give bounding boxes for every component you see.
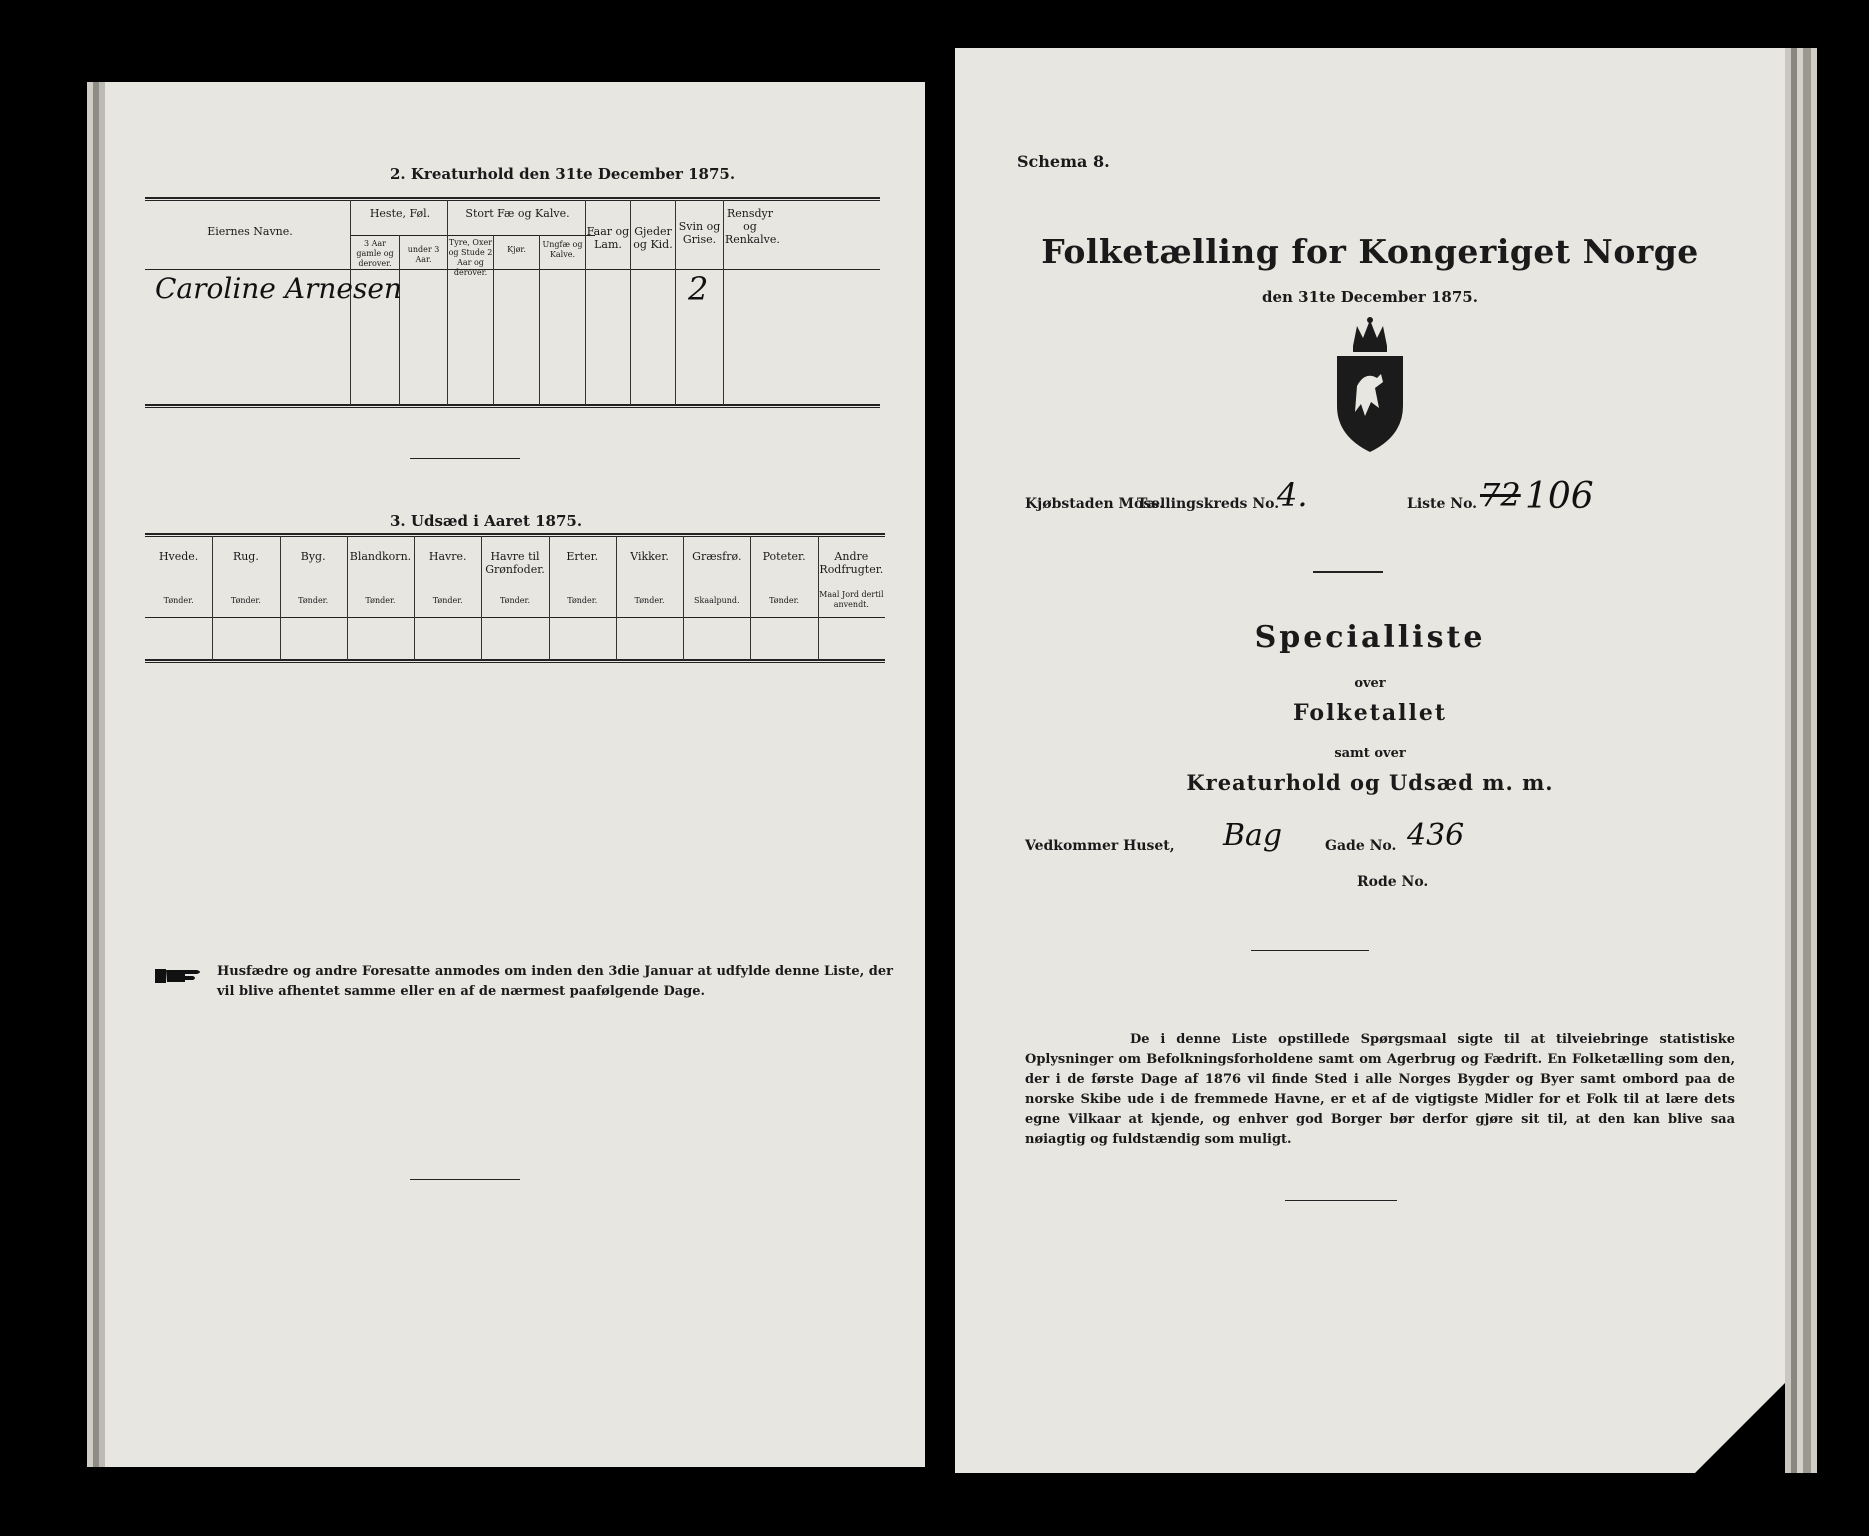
- section-2-title: 2. Kreaturhold den 31te December 1875.: [390, 165, 736, 183]
- udsaed-col-label: Vikker.: [630, 550, 669, 563]
- vedkommer-label: Vedkommer Huset,: [1025, 838, 1175, 854]
- col-owner-header: Eiernes Navne.: [207, 225, 293, 238]
- udsaed-col-unit: Tønder.: [230, 596, 261, 605]
- norwegian-coat-of-arms-icon: [1325, 316, 1415, 456]
- udsaed-col-unit: Tønder.: [365, 596, 396, 605]
- divider: [410, 1179, 520, 1180]
- udsaed-col-label: Hvede.: [158, 550, 199, 563]
- table3-col-line: [616, 536, 617, 660]
- table2-sub-rule: [350, 235, 595, 236]
- col-rensdyr-header: Rensdyr og Renkalve.: [725, 207, 780, 246]
- document-date: den 31te December 1875.: [1262, 288, 1478, 306]
- udsaed-col-unit: Skaalpund.: [694, 596, 740, 605]
- over-text-1: over: [1354, 676, 1386, 691]
- udsaed-col-label: Byg.: [300, 550, 326, 563]
- table3-col-line: [818, 536, 819, 660]
- udsaed-col-label: Græsfrø.: [692, 550, 742, 563]
- table3-bottom-rule-2: [145, 662, 885, 663]
- udsaed-col-unit: Maal Jord dertil anvendt.: [819, 590, 884, 609]
- left-page: [105, 82, 925, 1467]
- udsaed-col-unit: Tønder.: [432, 596, 463, 605]
- samt-over-text: samt over: [1334, 746, 1406, 761]
- col-stort-header: Stort Fæ og Kalve.: [465, 207, 570, 220]
- udsaed-col-label: Havre til Grønfoder.: [485, 550, 545, 576]
- table2-col-line: [493, 235, 494, 405]
- table2-top-rule: [145, 197, 880, 199]
- table3-header-rule: [145, 617, 885, 618]
- col-stort-a-header: Tyre, Oxer og Stude 2 Aar og derover.: [448, 238, 493, 277]
- gade-value: Bag: [1223, 818, 1283, 853]
- divider: [1285, 1200, 1397, 1201]
- table2-header-rule: [145, 269, 880, 270]
- kreaturhold-heading: Kreaturhold og Udsæd m. m.: [1186, 770, 1554, 795]
- table3-col-line: [683, 536, 684, 660]
- owner-name: Caroline Arnesen: [155, 272, 402, 305]
- table3-col-line: [280, 536, 281, 660]
- table3-top-rule: [145, 533, 885, 535]
- udsaed-col-label: Poteter.: [762, 550, 806, 563]
- kjobstaden-label: Kjøbstaden Moss.: [1025, 496, 1165, 512]
- document-title: Folketælling for Kongeriget Norge: [1041, 232, 1699, 271]
- col-heste-a-header: 3 Aar gamle og derover.: [356, 239, 394, 268]
- udsaed-col-label: Havre.: [428, 550, 467, 563]
- table3-col-line: [750, 536, 751, 660]
- udsaed-col-label: Andre Rodfrugter.: [819, 550, 884, 576]
- table2-bottom-rule-2: [145, 407, 880, 408]
- col-heste-header: Heste, Føl.: [369, 207, 431, 220]
- torn-corner: [1695, 1383, 1785, 1473]
- udsaed-col-unit: Tønder.: [163, 596, 194, 605]
- col-gjeder-header: Gjeder og Kid.: [633, 225, 673, 251]
- liste-value: 106: [1525, 476, 1594, 517]
- col-svin-header: Svin og Grise.: [678, 220, 721, 246]
- kreds-value: 4.: [1277, 476, 1308, 514]
- table3-col-line: [212, 536, 213, 660]
- table3-col-line: [481, 536, 482, 660]
- kreds-label: Tællingskreds No.: [1137, 496, 1280, 512]
- udsaed-col-unit: Tønder.: [499, 596, 530, 605]
- table3-col-line: [347, 536, 348, 660]
- col-faar-header: Faar og Lam.: [586, 225, 630, 251]
- liste-label: Liste No.: [1407, 496, 1478, 512]
- table2-bottom-rule: [145, 404, 880, 406]
- udsaed-col-label: Rug.: [232, 550, 259, 563]
- liste-struck-value: 72: [1480, 476, 1521, 514]
- udsaed-col-label: Erter.: [566, 550, 599, 563]
- gade-label: Gade No.: [1325, 838, 1397, 854]
- udsaed-col-label: Blandkorn.: [349, 550, 412, 563]
- svin-value: 2: [688, 270, 709, 308]
- pointing-hand-icon: [155, 964, 205, 986]
- folketallet-heading: Folketallet: [1293, 700, 1447, 726]
- udsaed-col-unit: Tønder.: [769, 596, 800, 605]
- divider: [410, 458, 520, 459]
- schema-label: Schema 8.: [1017, 152, 1110, 171]
- notice-text: Husfædre og andre Foresatte anmodes om inden den 3die Januar at udfylde denne Liste, der vil blive afhentet samme eller en af de nærmest paafølgende Dage.: [217, 964, 893, 999]
- table2-col-line: [539, 235, 540, 405]
- divider: [1313, 571, 1383, 573]
- udsaed-col-unit: Tønder.: [567, 596, 598, 605]
- udsaed-col-unit: Tønder.: [634, 596, 665, 605]
- table3-col-line: [549, 536, 550, 660]
- col-stort-c-header: Ungfæ og Kalve.: [542, 240, 583, 259]
- rode-label: Rode No.: [1357, 874, 1429, 890]
- specialliste-title: Specialliste: [1254, 620, 1486, 655]
- section-3-title: 3. Udsæd i Aaret 1875.: [390, 512, 583, 530]
- table3-col-line: [414, 536, 415, 660]
- table2-col-line: [447, 200, 448, 405]
- table2-col-line: [723, 200, 724, 405]
- col-stort-b-header: Kjør.: [507, 245, 526, 254]
- table2-top-rule-2: [145, 200, 880, 201]
- right-page: [955, 48, 1785, 1473]
- table3-bottom-rule: [145, 659, 885, 661]
- udsaed-col-unit: Tønder.: [298, 596, 329, 605]
- table3-top-rule-2: [145, 536, 885, 537]
- gade-no-value: 436: [1407, 818, 1465, 853]
- col-heste-b-header: under 3 Aar.: [407, 245, 440, 264]
- intro-paragraph: De i denne Liste opstillede Spørgsmaal sigte til at tilveiebringe statistiske Oplysninger om Befolkningsforholdene samt om Agerbrug og Fædrift. En Folketælling som den, der i de første Dage af 1876 vil finde Sted i alle Norges Bygder og Byer samt ombord paa de norske Skibe ude i de fremmede Havne, er et af de vigtigste Midler for et Folk til at lære dets egne Vilkaar at kjende, og enhver god Borger bør derfor gjøre sit til, at den kan blive saa nøiagtig og fuldstændig som muligt.: [1025, 1032, 1735, 1147]
- divider: [1251, 950, 1369, 951]
